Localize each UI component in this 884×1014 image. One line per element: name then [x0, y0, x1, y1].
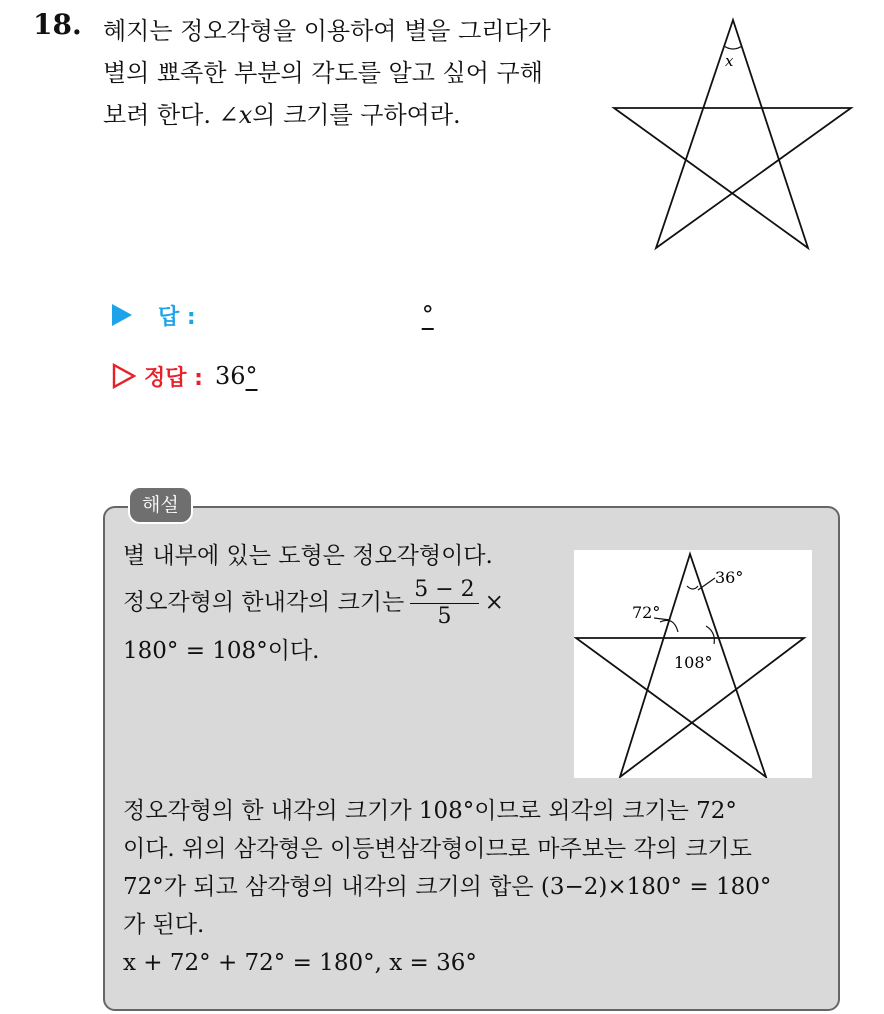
multiply-sign: × [484, 589, 504, 616]
question-line-2: 별의 뾰족한 부분의 각도를 알고 싶어 구해 [103, 59, 543, 87]
solution-star-figure [574, 550, 812, 778]
solution-line-2 [123, 577, 583, 630]
angle-arc [724, 46, 742, 49]
answer-row [112, 295, 434, 335]
solution-line-2-text: 정오각형의 한내각의 크기는 [123, 589, 405, 616]
answer-blank[interactable]: ° [421, 301, 434, 329]
solution-line-6: 72°가 되고 삼각형의 내각의 크기의 합은 (3−2)×180° = 180° [123, 874, 772, 900]
angle-x-label: x [725, 52, 734, 70]
solution-explanation [123, 792, 833, 982]
question-text [103, 10, 603, 136]
fraction-denominator: 5 [437, 604, 452, 629]
correct-answer-unit: ° [245, 362, 258, 390]
correct-answer-label: 정답 : [144, 365, 203, 391]
solution-line-3: 180° = 108°이다. [123, 638, 320, 664]
solution-tag: 해설 [128, 486, 193, 524]
bottom-angle-arc [706, 626, 714, 644]
solution-line-5: 이다. 위의 삼각형은 이등변삼각형이므로 마주보는 각의 크기도 [123, 836, 752, 862]
solution-line-7: 가 된다. [123, 912, 205, 938]
answer-marker-icon [112, 304, 132, 326]
solution-intro [123, 535, 583, 672]
answer-label: 답 : [158, 304, 196, 330]
question-variable: x [238, 101, 253, 129]
solution-line-1: 별 내부에 있는 도형은 정오각형이다. [123, 543, 493, 569]
solution-line-8: x + 72° + 72° = 180°, x = 36° [123, 950, 477, 976]
bottom-angle-label: 108° [674, 653, 713, 672]
correct-answer-value: 36 [214, 362, 246, 390]
question-line-3-start: 보려 한다. ∠ [103, 101, 239, 129]
fraction [410, 577, 478, 630]
top-angle-label: 36° [715, 568, 744, 587]
question-line-1: 혜지는 정오각형을 이용하여 별을 그리다가 [103, 17, 551, 45]
correct-answer-row [112, 356, 258, 396]
left-angle-label: 72° [632, 603, 661, 622]
solution-line-4: 정오각형의 한 내각의 크기가 108°이므로 외각의 크기는 72° [123, 798, 737, 824]
question-number: 18. [33, 8, 82, 41]
star-figure [605, 15, 855, 255]
question-line-3 [103, 94, 603, 136]
correct-marker-icon [112, 363, 136, 389]
fraction-numerator: 5 − 2 [410, 577, 478, 604]
question-line-3-end: 의 크기를 구하여라. [252, 101, 461, 129]
top-angle-arc [687, 586, 698, 589]
